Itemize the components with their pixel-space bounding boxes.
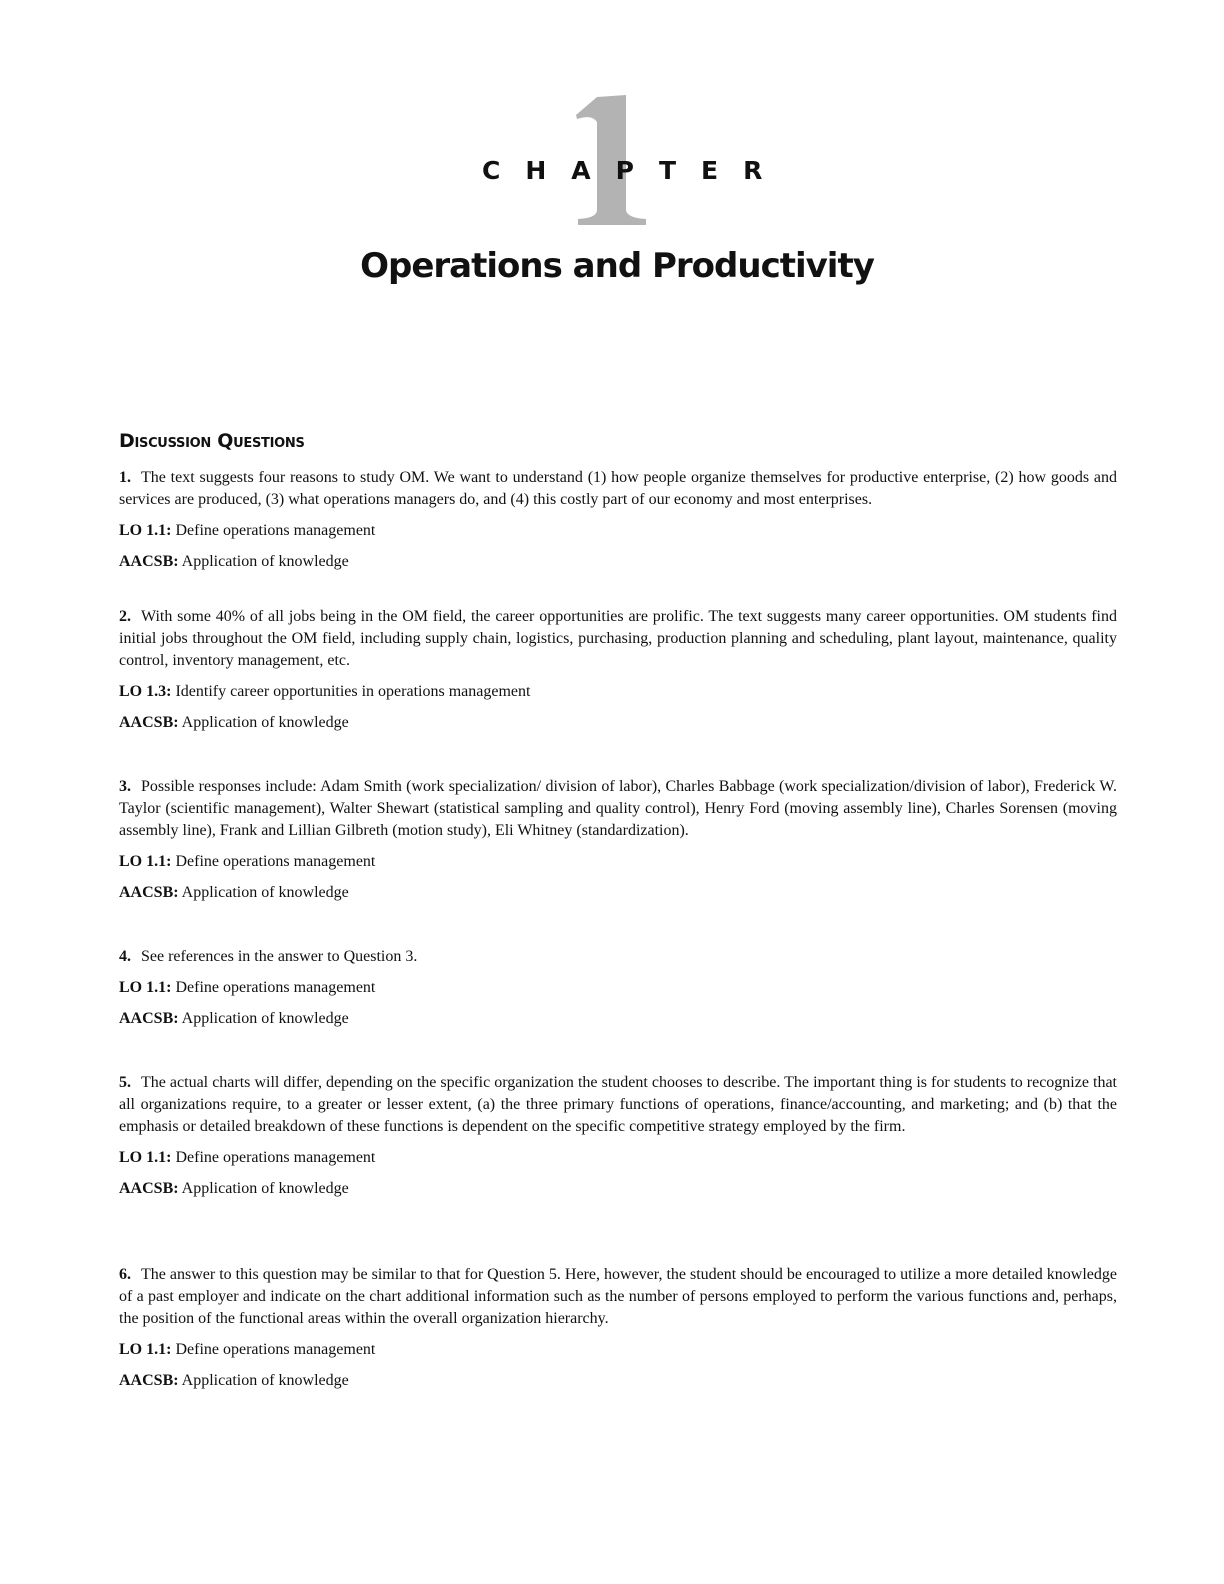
question-number: 6. (119, 1266, 131, 1283)
aacsb (119, 1008, 1117, 1030)
discussion-question (119, 467, 1117, 582)
learning-objective (119, 1147, 1117, 1169)
lo-label: LO 1.1: (119, 853, 172, 870)
section-heading: Discussion Questions (119, 430, 305, 452)
question-number: 5. (119, 1074, 131, 1091)
discussion-question (119, 606, 1117, 743)
aacsb (119, 882, 1117, 904)
question-number: 4. (119, 948, 131, 965)
answer-text: With some 40% of all jobs being in the OM field, the career opportunities are prolific. The text suggests many career opportunities. OM students find initial jobs throughout the OM field, including supply chain, logistics, purchasing, production planning and scheduling, plant layout, maintenance, quality control, inventory management, etc. (119, 608, 1117, 669)
aacsb (119, 551, 1117, 573)
discussion-question (119, 1072, 1117, 1209)
discussion-question (119, 776, 1117, 913)
learning-objective (119, 1339, 1117, 1361)
aacsb (119, 1178, 1117, 1200)
aacsb-label: AACSB: (119, 1180, 179, 1197)
discussion-question (119, 946, 1117, 1039)
discussion-question (119, 1264, 1117, 1401)
lo-label: LO 1.1: (119, 522, 172, 539)
lo-label: LO 1.1: (119, 979, 172, 996)
learning-objective (119, 977, 1117, 999)
aacsb-text: Application of knowledge (178, 884, 349, 901)
question-text (119, 946, 1117, 968)
chapter-title: Operations and Productivity (360, 246, 874, 286)
learning-objective (119, 851, 1117, 873)
lo-text: Define operations management (171, 853, 376, 870)
aacsb-text: Application of knowledge (178, 1010, 349, 1027)
aacsb-text: Application of knowledge (178, 714, 349, 731)
answer-text: The actual charts will differ, depending on the specific organization the student chooses to describe. The important thing is for students to recognize that all organizations require, to a greater or lesser extent, (a) the three primary functions of operations, finance/accounting, and marketing; and (b) that the emphasis or detailed breakdown of these functions is dependent on the specific competitive strategy employed by the firm. (119, 1074, 1117, 1135)
question-text (119, 1072, 1117, 1138)
aacsb-label: AACSB: (119, 553, 179, 570)
lo-label: LO 1.1: (119, 1341, 172, 1358)
aacsb-label: AACSB: (119, 714, 179, 731)
lo-label: LO 1.1: (119, 1149, 172, 1166)
aacsb-label: AACSB: (119, 1372, 179, 1389)
question-number: 1. (119, 469, 131, 486)
lo-label: LO 1.3: (119, 683, 172, 700)
aacsb-label: AACSB: (119, 1010, 179, 1027)
question-text (119, 606, 1117, 672)
chapter-label: CHAPTER (482, 156, 788, 185)
aacsb-text: Application of knowledge (178, 1372, 349, 1389)
aacsb (119, 712, 1117, 734)
aacsb (119, 1370, 1117, 1392)
learning-objective (119, 681, 1117, 703)
aacsb-label: AACSB: (119, 884, 179, 901)
aacsb-text: Application of knowledge (178, 1180, 349, 1197)
lo-text: Identify career opportunities in operations management (171, 683, 531, 700)
lo-text: Define operations management (171, 979, 376, 996)
answer-text: See references in the answer to Question 3. (141, 948, 418, 965)
lo-text: Define operations management (171, 1149, 376, 1166)
question-number: 3. (119, 778, 131, 795)
answer-text: The answer to this question may be similar to that for Question 5. Here, however, the student should be encouraged to utilize a more detailed knowledge of a past employer and indicate on the chart additional information such as the number of persons employed to perform the various functions and, perhaps, the position of the functional areas within the overall organization hierarchy. (119, 1266, 1117, 1327)
question-text (119, 776, 1117, 842)
answer-text: Possible responses include: Adam Smith (work specialization/ division of labor), Charles Babbage (work specialization/division of labor), Frederick W. Taylor (scientific management), Walter Shewart (statistical sampling and quality control), Henry Ford (moving assembly line), Charles Sorensen (moving assembly line), Frank and Lillian Gilbreth (motion study), Eli Whitney (standardization). (119, 778, 1117, 839)
lo-text: Define operations management (171, 1341, 376, 1358)
answer-text: The text suggests four reasons to study OM. We want to understand (1) how people organize themselves for productive enterprise, (2) how goods and services are produced, (3) what operations managers do, and (4) this costly part of our economy and most enterprises. (119, 469, 1117, 508)
learning-objective (119, 520, 1117, 542)
aacsb-text: Application of knowledge (178, 553, 349, 570)
lo-text: Define operations management (171, 522, 376, 539)
question-text (119, 467, 1117, 511)
question-text (119, 1264, 1117, 1330)
question-number: 2. (119, 608, 131, 625)
